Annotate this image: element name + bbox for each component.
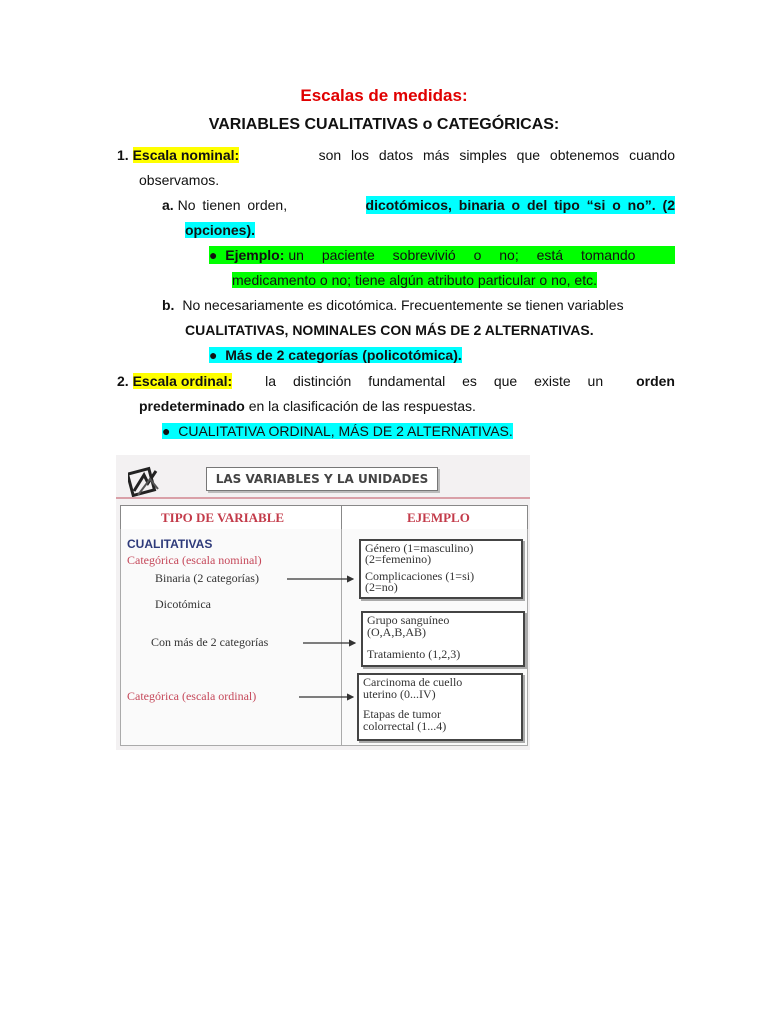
item-1a-bullet-text-1-content: un paciente sobrevivió o no; está tomando bbox=[288, 247, 636, 263]
box2-line2: (O,A,B,AB) bbox=[367, 625, 426, 639]
item-1a-line-2 bbox=[185, 221, 255, 239]
item-1b-bullet-text: Más de 2 categorías (policotómica). bbox=[225, 347, 462, 363]
item-1-text-2: observamos. bbox=[139, 172, 220, 188]
item-1a-line-1 bbox=[162, 196, 675, 214]
item-1a-highlight-2: opciones). bbox=[185, 222, 256, 238]
bullet-icon: ● bbox=[209, 247, 218, 263]
bullet-icon: ● bbox=[162, 423, 171, 439]
fig-cat-ordinal: Categórica (escala ordinal) bbox=[127, 689, 257, 703]
example-box-multi bbox=[361, 611, 525, 667]
item-2-bullet-text: CUALITATIVA ORDINAL, MÁS DE 2 ALTERNATIVAS. bbox=[178, 423, 513, 439]
item-2-bullet bbox=[162, 422, 513, 440]
item-1a-letter: a. bbox=[162, 197, 174, 213]
fig-binaria: Binaria (2 categorías) bbox=[155, 571, 259, 585]
item-1a-highlight-1: dicotómicos, binaria o del tipo “si o no”. (2 bbox=[365, 197, 675, 213]
figure-body bbox=[120, 529, 528, 746]
item-1a-plain: No tienen orden, bbox=[177, 197, 288, 213]
bullet-icon: ● bbox=[209, 347, 218, 363]
item-2-label: Escala ordinal: bbox=[132, 373, 233, 389]
item-2-text-2: en la clasificación de las respuestas. bbox=[244, 398, 476, 414]
box3-line4: colorrectal (1...4) bbox=[363, 719, 447, 733]
fig-mas-2: Con más de 2 categorías bbox=[151, 635, 269, 649]
item-1-text-1: son los datos más simples que obtenemos cuando bbox=[318, 147, 675, 163]
embedded-figure bbox=[116, 455, 530, 750]
item-1b-text-2: CUALITATIVAS, NOMINALES CON MÁS DE 2 ALTERNATIVAS. bbox=[185, 322, 594, 338]
fig-cat-nominal: Categórica (escala nominal) bbox=[127, 553, 262, 567]
column-separator bbox=[341, 506, 342, 530]
fig-dicotomica: Dicotómica bbox=[155, 597, 211, 611]
item-2-number: 2. bbox=[117, 373, 129, 389]
item-1b-letter: b. bbox=[162, 297, 175, 313]
box3-line3: Etapas de tumor bbox=[363, 707, 441, 721]
item-1-label: Escala nominal: bbox=[132, 147, 240, 163]
box3-line1: Carcinoma de cuello bbox=[363, 675, 463, 689]
item-1-line-1 bbox=[117, 146, 675, 164]
item-1b-text-1: No necesariamente es dicotómica. Frecuentemente se tienen variables bbox=[182, 297, 624, 313]
example-box-ordinal bbox=[357, 673, 523, 741]
box1-line4: (2=no) bbox=[365, 580, 398, 594]
item-1a-bullet-line-2 bbox=[232, 271, 597, 289]
doc-title: Escalas de medidas: bbox=[300, 86, 468, 105]
item-2-text-1: la distinción fundamental es que existe un bbox=[265, 373, 604, 389]
item-1a-bullet-label: Ejemplo: bbox=[225, 247, 285, 263]
item-2-line-1 bbox=[117, 372, 675, 390]
item-1-number: 1. bbox=[117, 147, 129, 163]
box1-line2: (2=femenino) bbox=[365, 552, 432, 566]
figure-column-headers bbox=[120, 505, 528, 531]
box2-line1: Grupo sanguíneo bbox=[367, 613, 450, 627]
fig-cualitativas: CUALITATIVAS bbox=[127, 537, 213, 551]
figure-header: LAS VARIABLES Y LA UNIDADES bbox=[206, 467, 438, 491]
col-right-header: EJEMPLO bbox=[407, 510, 470, 525]
figure-divider bbox=[116, 497, 530, 499]
box3-line2: uterino (0...IV) bbox=[363, 687, 436, 701]
box1-line1: Género (1=masculino) bbox=[365, 541, 474, 555]
item-2-bold-1: orden bbox=[636, 373, 675, 389]
item-1a-bullet-line-1 bbox=[209, 246, 675, 264]
item-1a-bullet-text-2: medicamento o no; tiene algún atributo particular o no, etc. bbox=[232, 272, 597, 288]
item-2-bold-2: predeterminado bbox=[139, 398, 245, 414]
box2-line3: Tratamiento (1,2,3) bbox=[367, 647, 461, 661]
logo-icon bbox=[128, 465, 162, 499]
item-1a-bullet-text-1 bbox=[284, 246, 675, 264]
item-1b-bullet bbox=[209, 346, 462, 364]
item-1b-line-1 bbox=[162, 296, 624, 314]
box1-line3: Complicaciones (1=si) bbox=[365, 569, 475, 583]
col-left-header: TIPO DE VARIABLE bbox=[161, 510, 285, 525]
example-box-nominal bbox=[359, 539, 523, 599]
item-2-line-2 bbox=[139, 397, 476, 415]
doc-subtitle: VARIABLES CUALITATIVAS o CATEGÓRICAS: bbox=[208, 116, 560, 133]
